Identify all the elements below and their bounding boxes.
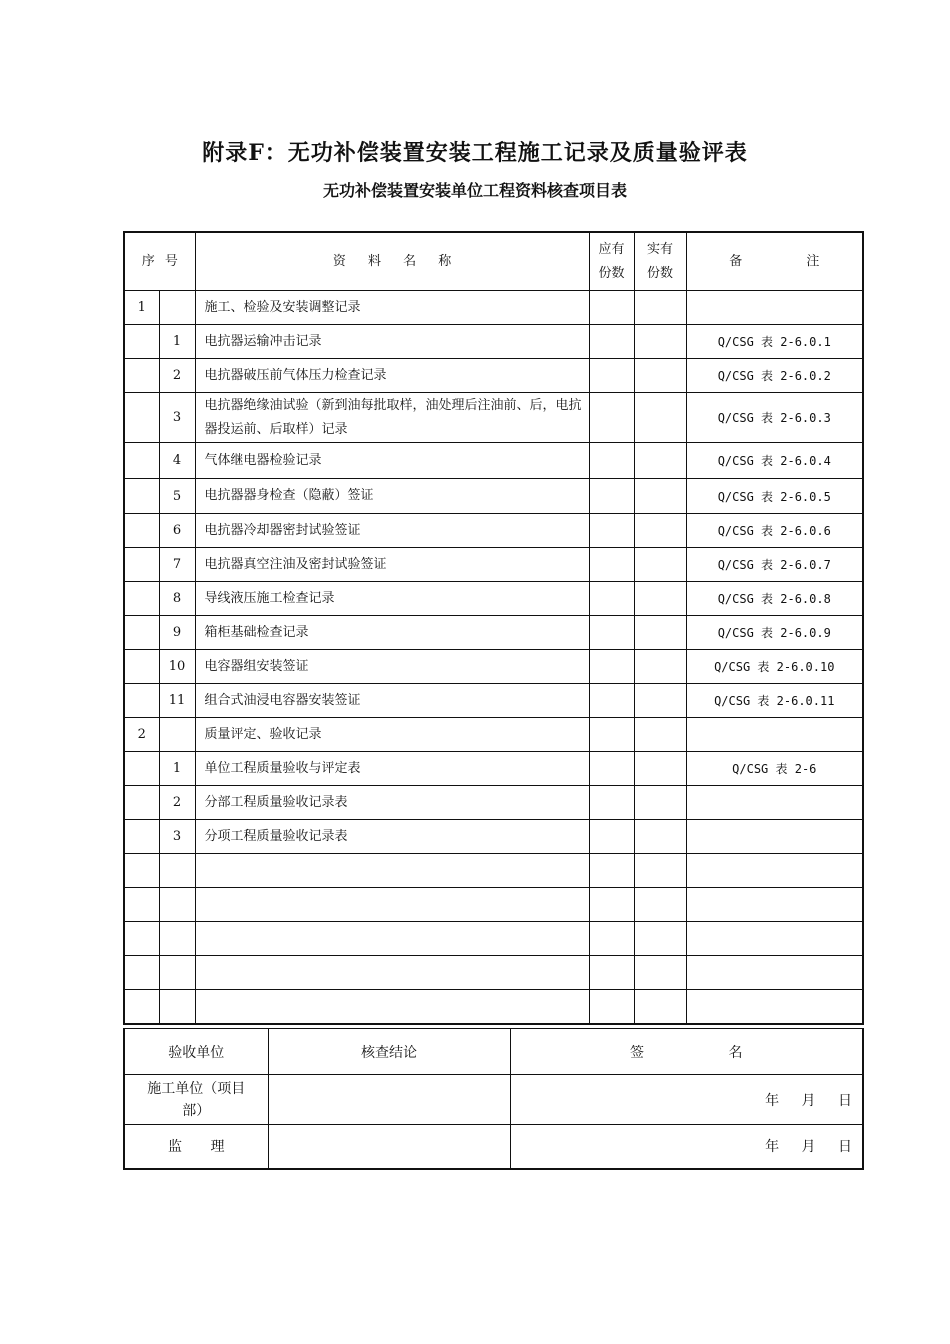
- sub-item-number: [159, 291, 195, 325]
- document-name: 箱柜基础检查记录: [195, 616, 589, 650]
- item-number: [124, 752, 159, 786]
- empty-row: [124, 956, 863, 990]
- required-count-cell[interactable]: [589, 786, 634, 820]
- sub-item-number[interactable]: [159, 888, 195, 922]
- header-required: [589, 232, 634, 291]
- sub-item-number: 3: [159, 393, 195, 443]
- remark-cell: [686, 718, 863, 752]
- sub-item-number: [159, 718, 195, 752]
- conclusion-cell[interactable]: [268, 1075, 510, 1125]
- actual-count-cell[interactable]: [634, 325, 686, 359]
- sub-item-number: 3: [159, 820, 195, 854]
- document-name: 施工、检验及安装调整记录: [195, 291, 589, 325]
- remark-cell: Q/CSG 表 2-6.0.5: [686, 479, 863, 514]
- actual-count-cell[interactable]: [634, 718, 686, 752]
- signature-header: 签 名: [510, 1029, 863, 1075]
- sub-item-number: 1: [159, 752, 195, 786]
- remark-cell[interactable]: [686, 990, 863, 1024]
- item-number: [124, 443, 159, 479]
- item-number: [124, 650, 159, 684]
- remark-cell[interactable]: [686, 922, 863, 956]
- document-name: 分部工程质量验收记录表: [195, 786, 589, 820]
- sign-date[interactable]: 年 月 日: [510, 1075, 863, 1125]
- table-row: [124, 820, 863, 854]
- sub-item-number: 10: [159, 650, 195, 684]
- sign-date[interactable]: 年 月 日: [510, 1125, 863, 1169]
- remark-cell: [686, 820, 863, 854]
- document-name[interactable]: [195, 888, 589, 922]
- actual-count-cell[interactable]: [634, 854, 686, 888]
- remark-cell: [686, 786, 863, 820]
- required-count-cell[interactable]: [589, 443, 634, 479]
- remark-cell[interactable]: [686, 854, 863, 888]
- required-count-cell[interactable]: [589, 325, 634, 359]
- required-count-cell[interactable]: [589, 684, 634, 718]
- document-name: 电抗器真空注油及密封试验签证: [195, 548, 589, 582]
- document-name: 电抗器绝缘油试验（新到油每批取样，油处理后注油前、后，电抗器投运前、后取样）记录: [195, 393, 589, 443]
- item-number: 1: [124, 291, 159, 325]
- item-number: [124, 684, 159, 718]
- remark-cell: Q/CSG 表 2-6.0.7: [686, 548, 863, 582]
- item-number: 2: [124, 718, 159, 752]
- remark-cell[interactable]: [686, 888, 863, 922]
- document-name: 电抗器器身检查（隐蔽）签证: [195, 479, 589, 514]
- remark-cell: Q/CSG 表 2-6.0.3: [686, 393, 863, 443]
- sub-item-number: 9: [159, 616, 195, 650]
- item-number: [124, 514, 159, 548]
- sub-item-number: 5: [159, 479, 195, 514]
- item-number: [124, 786, 159, 820]
- unit-name: 监 理: [124, 1125, 268, 1169]
- table-row: [124, 650, 863, 684]
- required-count-cell[interactable]: [589, 752, 634, 786]
- empty-row: [124, 922, 863, 956]
- item-number[interactable]: [124, 990, 159, 1024]
- required-count-cell[interactable]: [589, 888, 634, 922]
- table-row: [124, 582, 863, 616]
- document-name: 气体继电器检验记录: [195, 443, 589, 479]
- actual-count-cell[interactable]: [634, 616, 686, 650]
- actual-count-cell[interactable]: [634, 956, 686, 990]
- table-row: [124, 291, 863, 325]
- checklist-table: [123, 231, 864, 1025]
- unit-name: 施工单位（项目部）: [124, 1075, 268, 1125]
- required-count-cell[interactable]: [589, 854, 634, 888]
- sub-item-number: 2: [159, 786, 195, 820]
- actual-count-cell[interactable]: [634, 650, 686, 684]
- actual-count-cell[interactable]: [634, 684, 686, 718]
- remark-cell: Q/CSG 表 2-6.0.1: [686, 325, 863, 359]
- conclusion-header: 核查结论: [268, 1029, 510, 1075]
- required-count-cell[interactable]: [589, 820, 634, 854]
- document-title: 附录F：无功补偿装置安装工程施工记录及质量验评表: [202, 140, 748, 166]
- signature-header-row: [124, 1029, 863, 1075]
- document-name: 电抗器冷却器密封试验签证: [195, 514, 589, 548]
- remark-cell: Q/CSG 表 2-6.0.10: [686, 650, 863, 684]
- remark-cell: Q/CSG 表 2-6.0.11: [686, 684, 863, 718]
- actual-count-cell[interactable]: [634, 479, 686, 514]
- document-name: 电容器组安装签证: [195, 650, 589, 684]
- required-count-cell[interactable]: [589, 514, 634, 548]
- empty-row: [124, 990, 863, 1024]
- required-count-cell[interactable]: [589, 650, 634, 684]
- item-number[interactable]: [124, 922, 159, 956]
- sub-item-number: 2: [159, 359, 195, 393]
- remark-cell: Q/CSG 表 2-6.0.4: [686, 443, 863, 479]
- document-name: 单位工程质量验收与评定表: [195, 752, 589, 786]
- item-number: [124, 616, 159, 650]
- header-actual-line2: 份数: [647, 265, 674, 281]
- table-row: [124, 684, 863, 718]
- remark-cell: Q/CSG 表 2-6.0.8: [686, 582, 863, 616]
- item-number[interactable]: [124, 888, 159, 922]
- required-count-cell[interactable]: [589, 990, 634, 1024]
- document-name: 质量评定、验收记录: [195, 718, 589, 752]
- required-count-cell[interactable]: [589, 582, 634, 616]
- required-count-cell[interactable]: [589, 393, 634, 443]
- item-number[interactable]: [124, 956, 159, 990]
- actual-count-cell[interactable]: [634, 888, 686, 922]
- remark-cell: Q/CSG 表 2-6.0.6: [686, 514, 863, 548]
- document-name[interactable]: [195, 922, 589, 956]
- header-seq: 序 号: [124, 232, 195, 291]
- table-row: [124, 786, 863, 820]
- actual-count-cell[interactable]: [634, 548, 686, 582]
- document-name: 电抗器破压前气体压力检查记录: [195, 359, 589, 393]
- actual-count-cell[interactable]: [634, 393, 686, 443]
- conclusion-cell[interactable]: [268, 1125, 510, 1169]
- table-row: [124, 443, 863, 479]
- table-header-row: [124, 232, 863, 291]
- item-number[interactable]: [124, 854, 159, 888]
- actual-count-cell[interactable]: [634, 990, 686, 1024]
- required-count-cell[interactable]: [589, 956, 634, 990]
- header-required-line2: 份数: [598, 265, 625, 281]
- header-remark: 备 注: [686, 232, 863, 291]
- table-row: [124, 718, 863, 752]
- document-name: 导线液压施工检查记录: [195, 582, 589, 616]
- actual-count-cell[interactable]: [634, 291, 686, 325]
- sub-item-number[interactable]: [159, 854, 195, 888]
- table-row: [124, 548, 863, 582]
- item-number: [124, 820, 159, 854]
- document-name: 组合式油浸电容器安装签证: [195, 684, 589, 718]
- remark-cell: Q/CSG 表 2-6.0.9: [686, 616, 863, 650]
- unit-header: 验收单位: [124, 1029, 268, 1075]
- required-count-cell[interactable]: [589, 616, 634, 650]
- empty-row: [124, 854, 863, 888]
- required-count-cell[interactable]: [589, 718, 634, 752]
- document-name: 分项工程质量验收记录表: [195, 820, 589, 854]
- item-number: [124, 325, 159, 359]
- header-actual-line1: 实有: [647, 241, 674, 257]
- document-subtitle: 无功补偿装置安装单位工程资料核查项目表: [322, 181, 627, 200]
- table-row: [124, 479, 863, 514]
- sub-item-number: 7: [159, 548, 195, 582]
- required-count-cell[interactable]: [589, 479, 634, 514]
- document-name[interactable]: [195, 854, 589, 888]
- actual-count-cell[interactable]: [634, 443, 686, 479]
- actual-count-cell[interactable]: [634, 359, 686, 393]
- header-name: 资 料 名 称: [195, 232, 589, 291]
- actual-count-cell[interactable]: [634, 786, 686, 820]
- remark-cell: Q/CSG 表 2-6.0.2: [686, 359, 863, 393]
- empty-row: [124, 888, 863, 922]
- sub-item-number[interactable]: [159, 922, 195, 956]
- item-number: [124, 548, 159, 582]
- signature-row: [124, 1075, 863, 1125]
- actual-count-cell[interactable]: [634, 820, 686, 854]
- required-count-cell[interactable]: [589, 359, 634, 393]
- document-name[interactable]: [195, 990, 589, 1024]
- actual-count-cell[interactable]: [634, 514, 686, 548]
- item-number: [124, 359, 159, 393]
- table-row: [124, 359, 863, 393]
- actual-count-cell[interactable]: [634, 752, 686, 786]
- table-row: [124, 325, 863, 359]
- table-row: [124, 393, 863, 443]
- sub-item-number: 11: [159, 684, 195, 718]
- signature-row: [124, 1125, 863, 1169]
- required-count-cell[interactable]: [589, 291, 634, 325]
- document-name[interactable]: [195, 956, 589, 990]
- remark-cell: [686, 291, 863, 325]
- required-count-cell[interactable]: [589, 922, 634, 956]
- actual-count-cell[interactable]: [634, 922, 686, 956]
- sub-item-number: 8: [159, 582, 195, 616]
- sub-item-number: 4: [159, 443, 195, 479]
- header-required-line1: 应有: [598, 241, 625, 257]
- header-actual: [634, 232, 686, 291]
- remark-cell[interactable]: [686, 956, 863, 990]
- table-row: [124, 752, 863, 786]
- item-number: [124, 582, 159, 616]
- table-row: [124, 514, 863, 548]
- item-number: [124, 393, 159, 443]
- required-count-cell[interactable]: [589, 548, 634, 582]
- document-name: 电抗器运输冲击记录: [195, 325, 589, 359]
- sub-item-number[interactable]: [159, 956, 195, 990]
- item-number: [124, 479, 159, 514]
- signature-table: [123, 1028, 864, 1170]
- table-row: [124, 616, 863, 650]
- remark-cell: Q/CSG 表 2-6: [686, 752, 863, 786]
- sub-item-number: 1: [159, 325, 195, 359]
- actual-count-cell[interactable]: [634, 582, 686, 616]
- sub-item-number[interactable]: [159, 990, 195, 1024]
- sub-item-number: 6: [159, 514, 195, 548]
